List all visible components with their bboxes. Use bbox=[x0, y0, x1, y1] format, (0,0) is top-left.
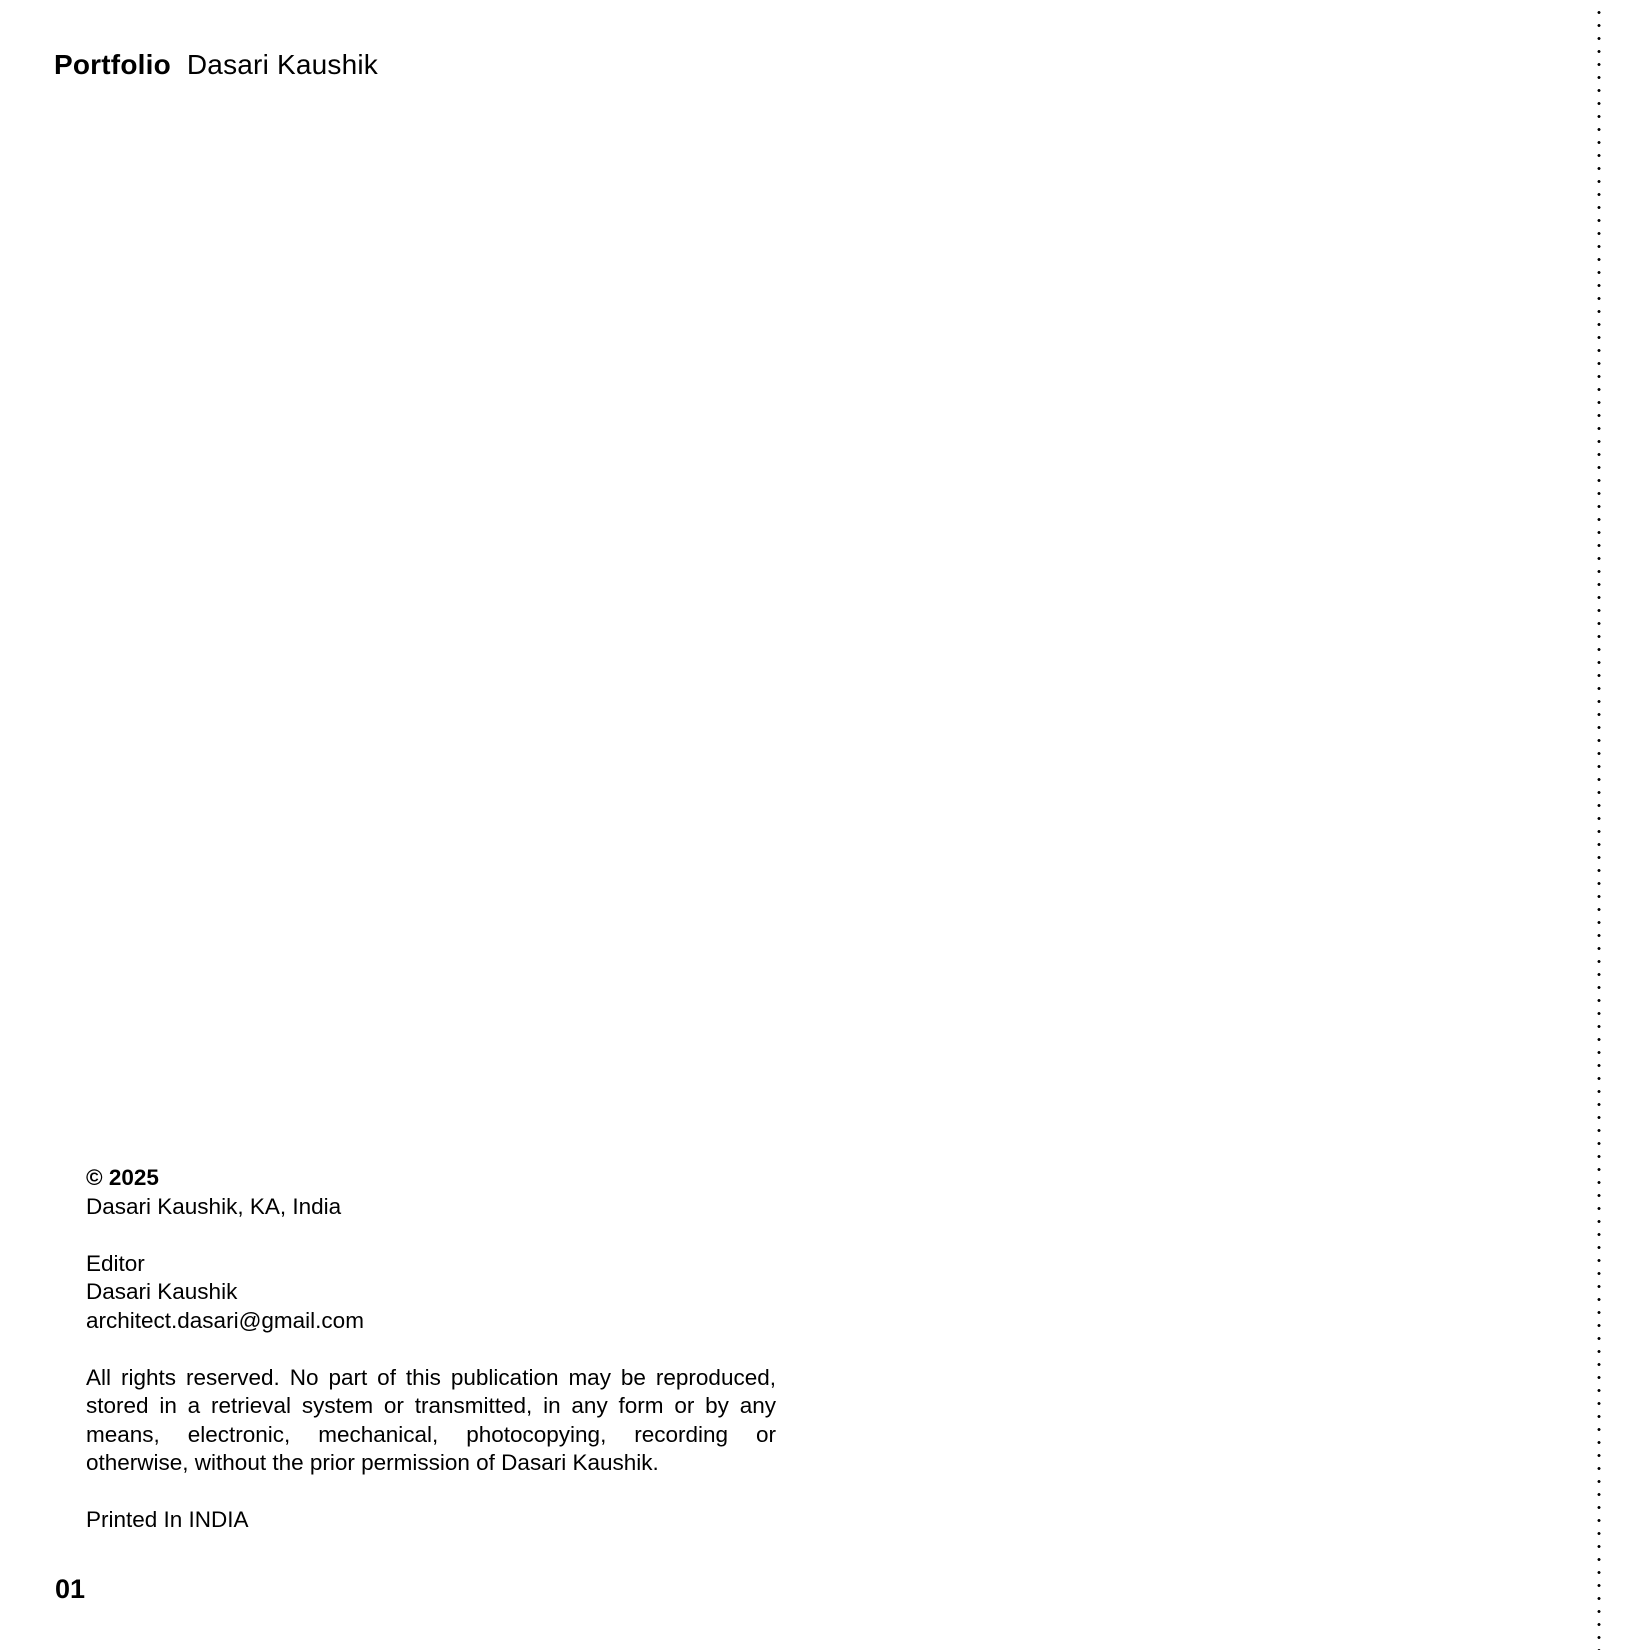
editor-block bbox=[86, 1250, 776, 1336]
copyright-year: © 2025 bbox=[86, 1165, 159, 1190]
portfolio-title: Portfolio bbox=[54, 49, 171, 80]
publisher-line: Dasari Kaushik, KA, India bbox=[86, 1193, 342, 1219]
editor-label: Editor bbox=[86, 1250, 145, 1276]
rights-notice: All rights reserved. No part of this publication may be reproduced, stored in a retrieval system or transmitted, in any form or by any means, electronic, mechanical, photocopying, recording or otherwise, without the prior permission of Dasari Kaushik. bbox=[86, 1364, 776, 1475]
printed-in: Printed In INDIA bbox=[86, 1507, 249, 1532]
colophon bbox=[86, 1164, 776, 1535]
page-header bbox=[54, 48, 378, 82]
author-name: Dasari Kaushik bbox=[186, 49, 378, 80]
editor-name: Dasari Kaushik bbox=[86, 1279, 238, 1304]
editor-email: architect.dasari@gmail.com bbox=[86, 1307, 364, 1333]
dotted-fold-line bbox=[1597, 6, 1601, 1650]
page-number: 01 bbox=[55, 1574, 86, 1604]
